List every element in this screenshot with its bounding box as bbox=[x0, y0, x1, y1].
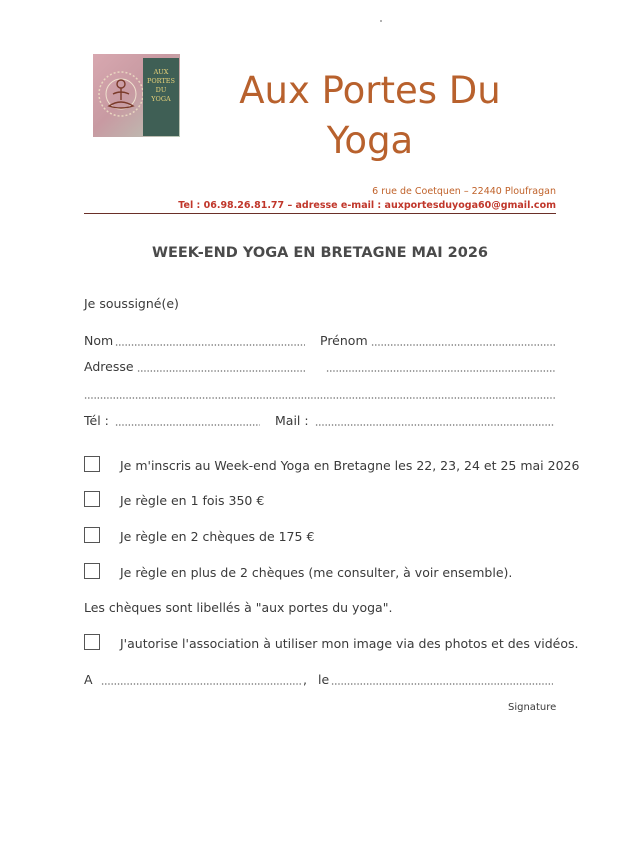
association-address: 6 rue de Coetquen – 22440 Ploufragan bbox=[372, 186, 556, 197]
image-consent-label: J'autorise l'association à utiliser mon image via des photos et des vidéos. bbox=[120, 636, 579, 651]
date-label: le bbox=[318, 672, 330, 687]
option-one-payment-label: Je règle en 1 fois 350 € bbox=[120, 493, 265, 508]
prenom-field[interactable] bbox=[371, 344, 555, 346]
form-title: WEEK-END YOGA EN BRETAGNE MAI 2026 bbox=[151, 245, 489, 261]
option-inscription-label: Je m'inscris au Week-end Yoga en Bretagne les 22, 23, 24 et 25 mai 2026 bbox=[120, 458, 580, 473]
date-field[interactable] bbox=[331, 683, 553, 685]
prenom-label: Prénom bbox=[320, 333, 368, 348]
association-contact: Tel : 06.98.26.81.77 – adresse e-mail : auxportesduyoga60@gmail.com bbox=[178, 200, 556, 211]
checkbox-more-cheques[interactable] bbox=[84, 563, 100, 579]
adresse-field-3[interactable] bbox=[84, 397, 555, 399]
adresse-field-1[interactable] bbox=[137, 370, 305, 372]
association-title: Aux Portes Du Yoga bbox=[239, 69, 501, 162]
checkbox-two-cheques[interactable] bbox=[84, 527, 100, 543]
place-field[interactable] bbox=[101, 683, 301, 685]
logo-text: AUX PORTES DU YOGA bbox=[146, 68, 175, 103]
mail-field[interactable] bbox=[315, 424, 555, 426]
nom-field[interactable] bbox=[115, 344, 305, 346]
tel-label: Tél : bbox=[84, 413, 109, 428]
place-label: A bbox=[84, 672, 93, 687]
mail-label: Mail : bbox=[275, 413, 309, 428]
checkbox-inscription[interactable] bbox=[84, 456, 100, 472]
signature-label: Signature bbox=[508, 702, 557, 713]
adresse-label: Adresse bbox=[84, 359, 134, 374]
option-more-cheques-label: Je règle en plus de 2 chèques (me consulter, à voir ensemble). bbox=[120, 565, 513, 580]
checkbox-image-consent[interactable] bbox=[84, 634, 100, 650]
option-two-cheques-label: Je règle en 2 chèques de 175 € bbox=[120, 529, 315, 544]
checkbox-one-payment[interactable] bbox=[84, 491, 100, 507]
nom-label: Nom bbox=[84, 333, 114, 348]
intro-text: Je soussigné(e) bbox=[84, 296, 179, 311]
logo bbox=[93, 54, 180, 137]
tel-field[interactable] bbox=[115, 424, 260, 426]
cheques-note: Les chèques sont libellés à "aux portes du yoga". bbox=[84, 600, 393, 615]
scan-speck bbox=[380, 20, 382, 22]
header-divider bbox=[84, 213, 556, 214]
adresse-field-2[interactable] bbox=[326, 370, 555, 372]
place-comma: , bbox=[303, 672, 307, 687]
